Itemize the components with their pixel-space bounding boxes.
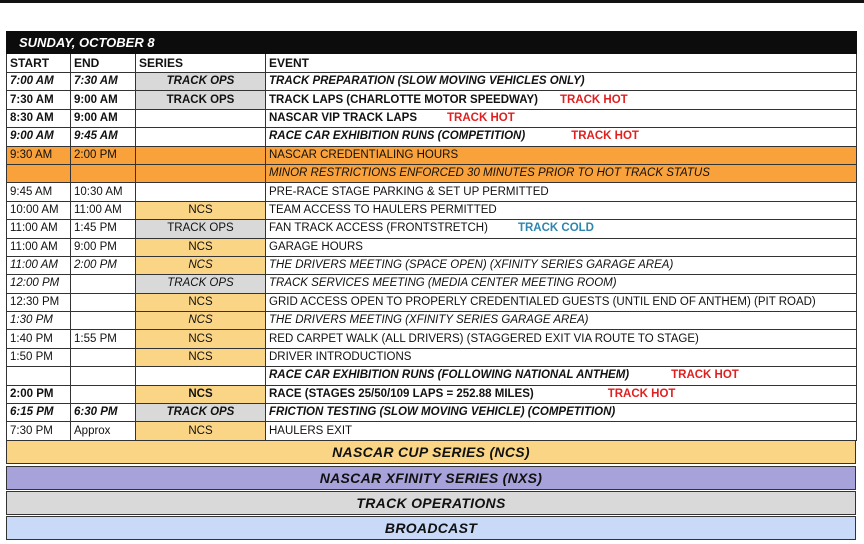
event-cell bbox=[266, 91, 857, 109]
table-row bbox=[7, 275, 857, 293]
event-text: FRICTION TESTING (SLOW MOVING VEHICLE) (COMPETITION) bbox=[269, 406, 616, 419]
start-time: 9:45 AM bbox=[7, 183, 71, 201]
event-cell bbox=[266, 201, 857, 219]
series-cell bbox=[136, 109, 266, 127]
legend-broadcast: BROADCAST bbox=[6, 516, 856, 540]
start-time: 7:00 AM bbox=[7, 73, 71, 91]
event-cell bbox=[266, 348, 857, 366]
start-time: 11:00 AM bbox=[7, 220, 71, 238]
event-text: THE DRIVERS MEETING (XFINITY SERIES GARAGE AREA) bbox=[269, 314, 589, 327]
table-row bbox=[7, 256, 857, 274]
event-text: TRACK SERVICES MEETING (MEDIA CENTER MEETING ROOM) bbox=[269, 277, 617, 290]
end-time bbox=[71, 312, 136, 330]
schedule-table bbox=[6, 31, 857, 441]
end-time: 11:00 AM bbox=[71, 201, 136, 219]
track-hot-flag: TRACK HOT bbox=[571, 130, 639, 143]
event-text: THE DRIVERS MEETING (SPACE OPEN) (XFINITY SERIES GARAGE AREA) bbox=[269, 259, 674, 272]
table-row bbox=[7, 422, 857, 440]
event-cell bbox=[266, 220, 857, 238]
end-time: 1:45 PM bbox=[71, 220, 136, 238]
start-time: 1:50 PM bbox=[7, 348, 71, 366]
end-column-header: END bbox=[71, 54, 136, 73]
series-cell: NCS bbox=[136, 238, 266, 256]
event-cell bbox=[266, 275, 857, 293]
series-cell: NCS bbox=[136, 330, 266, 348]
start-column-header: START bbox=[7, 54, 71, 73]
table-row bbox=[7, 367, 857, 385]
event-cell bbox=[266, 293, 857, 311]
event-cell bbox=[266, 183, 857, 201]
event-text: TRACK PREPARATION (SLOW MOVING VEHICLES ONLY) bbox=[269, 75, 585, 88]
start-time: 6:15 PM bbox=[7, 404, 71, 422]
event-cell bbox=[266, 238, 857, 256]
end-time: 9:45 AM bbox=[71, 128, 136, 146]
event-text: RACE CAR EXHIBITION RUNS (FOLLOWING NATIONAL ANTHEM) bbox=[269, 369, 630, 382]
end-time: 1:55 PM bbox=[71, 330, 136, 348]
series-cell: NCS bbox=[136, 201, 266, 219]
end-time: 2:00 PM bbox=[71, 146, 136, 164]
end-time: 6:30 PM bbox=[71, 404, 136, 422]
event-cell bbox=[266, 73, 857, 91]
event-cell bbox=[266, 404, 857, 422]
series-cell: NCS bbox=[136, 256, 266, 274]
event-cell bbox=[266, 128, 857, 146]
end-time bbox=[71, 164, 136, 182]
table-row bbox=[7, 128, 857, 146]
legend-xfinity-series: NASCAR XFINITY SERIES (NXS) bbox=[6, 466, 856, 490]
end-time bbox=[71, 385, 136, 403]
event-text: GRID ACCESS OPEN TO PROPERLY CREDENTIALED GUESTS (UNTIL END OF ANTHEM) (PIT ROAD) bbox=[269, 295, 816, 308]
end-time: 9:00 AM bbox=[71, 109, 136, 127]
event-text: RACE CAR EXHIBITION RUNS (COMPETITION) bbox=[269, 130, 526, 143]
event-text: RACE (STAGES 25/50/109 LAPS = 252.88 MILES) bbox=[269, 387, 534, 400]
event-cell bbox=[266, 367, 857, 385]
header-row bbox=[7, 54, 857, 73]
table-row bbox=[7, 385, 857, 403]
track-cold-flag: TRACK COLD bbox=[517, 222, 594, 235]
table-row bbox=[7, 109, 857, 127]
series-cell: TRACK OPS bbox=[136, 404, 266, 422]
table-row bbox=[7, 183, 857, 201]
track-hot-flag: TRACK HOT bbox=[559, 93, 628, 106]
end-time: 10:30 AM bbox=[71, 183, 136, 201]
end-time: 9:00 PM bbox=[71, 238, 136, 256]
series-cell: TRACK OPS bbox=[136, 73, 266, 91]
start-time: 11:00 AM bbox=[7, 238, 71, 256]
series-cell: NCS bbox=[136, 422, 266, 440]
event-cell bbox=[266, 312, 857, 330]
event-cell bbox=[266, 330, 857, 348]
series-cell bbox=[136, 183, 266, 201]
event-text: DRIVER INTRODUCTIONS bbox=[269, 351, 412, 364]
start-time: 12:00 PM bbox=[7, 275, 71, 293]
start-time bbox=[7, 164, 71, 182]
start-time: 7:30 PM bbox=[7, 422, 71, 440]
event-text: FAN TRACK ACCESS (FRONTSTRETCH) bbox=[269, 222, 488, 235]
series-cell bbox=[136, 128, 266, 146]
table-row bbox=[7, 146, 857, 164]
event-text: PRE-RACE STAGE PARKING & SET UP PERMITTED bbox=[269, 185, 549, 198]
table-row bbox=[7, 293, 857, 311]
track-hot-flag: TRACK HOT bbox=[607, 387, 676, 400]
top-border bbox=[0, 0, 864, 3]
end-time: 9:00 AM bbox=[71, 91, 136, 109]
event-text: TEAM ACCESS TO HAULERS PERMITTED bbox=[269, 203, 497, 216]
series-cell bbox=[136, 164, 266, 182]
end-time bbox=[71, 348, 136, 366]
series-column-header: SERIES bbox=[136, 54, 266, 73]
series-cell: NCS bbox=[136, 348, 266, 366]
start-time: 1:40 PM bbox=[7, 330, 71, 348]
end-time bbox=[71, 367, 136, 385]
schedule-date-title: SUNDAY, OCTOBER 8 bbox=[7, 32, 857, 54]
legend-cup-series: NASCAR CUP SERIES (NCS) bbox=[6, 440, 856, 464]
series-cell: NCS bbox=[136, 312, 266, 330]
track-hot-flag: TRACK HOT bbox=[447, 111, 515, 124]
start-time: 11:00 AM bbox=[7, 256, 71, 274]
start-time: 10:00 AM bbox=[7, 201, 71, 219]
event-cell bbox=[266, 146, 857, 164]
event-cell bbox=[266, 385, 857, 403]
event-text: NASCAR VIP TRACK LAPS bbox=[269, 111, 418, 124]
start-time: 2:00 PM bbox=[7, 385, 71, 403]
event-text: MINOR RESTRICTIONS ENFORCED 30 MINUTES PRIOR TO HOT TRACK STATUS bbox=[269, 167, 710, 180]
series-cell: TRACK OPS bbox=[136, 275, 266, 293]
start-time: 8:30 AM bbox=[7, 109, 71, 127]
table-row bbox=[7, 201, 857, 219]
start-time bbox=[7, 367, 71, 385]
event-cell bbox=[266, 164, 857, 182]
event-text: NASCAR CREDENTIALING HOURS bbox=[269, 148, 459, 161]
end-time: 2:00 PM bbox=[71, 256, 136, 274]
track-hot-flag: TRACK HOT bbox=[671, 369, 739, 382]
end-time bbox=[71, 293, 136, 311]
table-row bbox=[7, 238, 857, 256]
table-row bbox=[7, 73, 857, 91]
table-row bbox=[7, 91, 857, 109]
start-time: 12:30 PM bbox=[7, 293, 71, 311]
series-cell: TRACK OPS bbox=[136, 220, 266, 238]
series-cell bbox=[136, 146, 266, 164]
table-row bbox=[7, 220, 857, 238]
series-cell: TRACK OPS bbox=[136, 91, 266, 109]
event-cell bbox=[266, 109, 857, 127]
series-cell: NCS bbox=[136, 385, 266, 403]
start-time: 1:30 PM bbox=[7, 312, 71, 330]
event-text: HAULERS EXIT bbox=[269, 424, 353, 437]
legend-track-operations: TRACK OPERATIONS bbox=[6, 491, 856, 515]
series-cell bbox=[136, 367, 266, 385]
table-row bbox=[7, 312, 857, 330]
event-cell bbox=[266, 422, 857, 440]
event-text: RED CARPET WALK (ALL DRIVERS) (STAGGERED EXIT VIA ROUTE TO STAGE) bbox=[269, 332, 699, 345]
table-row bbox=[7, 330, 857, 348]
end-time: 7:30 AM bbox=[71, 73, 136, 91]
table-row bbox=[7, 164, 857, 182]
table-row bbox=[7, 404, 857, 422]
table-row bbox=[7, 348, 857, 366]
event-cell bbox=[266, 256, 857, 274]
start-time: 9:30 AM bbox=[7, 146, 71, 164]
start-time: 9:00 AM bbox=[7, 128, 71, 146]
start-time: 7:30 AM bbox=[7, 91, 71, 109]
series-cell: NCS bbox=[136, 293, 266, 311]
end-time: Approx bbox=[71, 422, 136, 440]
event-text: TRACK LAPS (CHARLOTTE MOTOR SPEEDWAY) bbox=[269, 93, 538, 106]
end-time bbox=[71, 275, 136, 293]
event-text: GARAGE HOURS bbox=[269, 240, 363, 253]
date-banner-row bbox=[7, 32, 857, 54]
event-column-header: EVENT bbox=[266, 54, 857, 73]
